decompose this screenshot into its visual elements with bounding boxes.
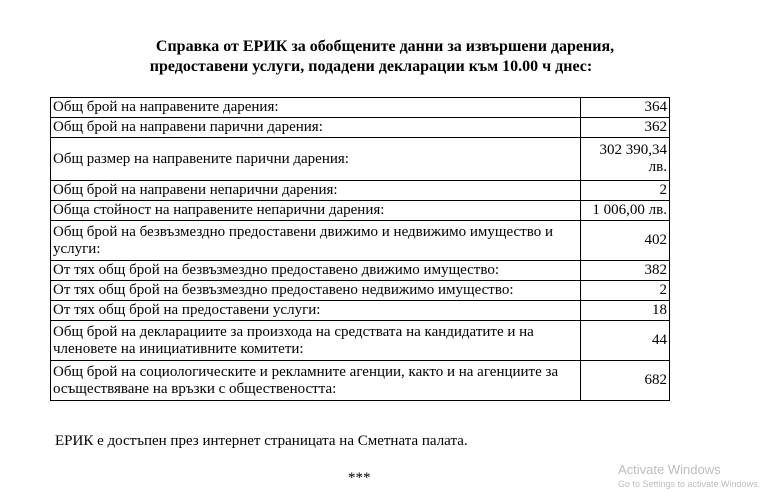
table-row xyxy=(51,301,670,321)
table-row xyxy=(51,221,670,261)
row-value: 1 006,00 лв. xyxy=(581,201,670,221)
row-value: 2 xyxy=(581,181,670,201)
row-value: 2 xyxy=(581,281,670,301)
table-row xyxy=(51,361,670,401)
row-value: 682 xyxy=(581,361,670,401)
table-row xyxy=(51,261,670,281)
summary-table xyxy=(50,97,670,401)
row-value: 44 xyxy=(581,321,670,361)
row-label: Общ размер на направените парични дарения: xyxy=(51,138,581,181)
footer-note: ЕРИК е достъпен през интернет страницата на Сметната палата. xyxy=(55,433,468,449)
row-label: Общ брой на направените дарения: xyxy=(51,98,581,118)
row-label: Общ брой на социологическите и рекламните агенции, както и на агенциите за осъществяване на връзки с обществеността: xyxy=(51,361,581,401)
row-value: 364 xyxy=(581,98,670,118)
table-row xyxy=(51,201,670,221)
document-title xyxy=(0,37,768,77)
row-value: 402 xyxy=(581,221,670,261)
row-label: От тях общ брой на безвъзмездно предоставено движимо имущество: xyxy=(51,261,581,281)
watermark-subtitle: Go to Settings to activate Windows. xyxy=(618,479,761,489)
row-value: 362 xyxy=(581,118,670,138)
row-label: Общ брой на безвъзмездно предоставени движимо и недвижимо имущество и услуги: xyxy=(51,221,581,261)
row-label: Общ брой на направени парични дарения: xyxy=(51,118,581,138)
title-line-1: Справка от ЕРИК за обобщените данни за извършени дарения, xyxy=(155,38,615,55)
watermark-title: Activate Windows xyxy=(618,462,721,477)
row-value: 302 390,34 лв. xyxy=(581,138,670,181)
row-value: 382 xyxy=(581,261,670,281)
row-label: От тях общ брой на предоставени услуги: xyxy=(51,301,581,321)
table-row xyxy=(51,281,670,301)
row-label: Общ брой на декларациите за произхода на средствата на кандидатите и на членовете на инициативните комитети: xyxy=(51,321,581,361)
table-row xyxy=(51,181,670,201)
table-row xyxy=(51,98,670,118)
separator-stars: *** xyxy=(348,470,371,486)
row-label: Общ брой на направени непарични дарения: xyxy=(51,181,581,201)
table-row xyxy=(51,118,670,138)
row-label: От тях общ брой на безвъзмездно предоставено недвижимо имущество: xyxy=(51,281,581,301)
title-line-2: предоставени услуги, подадени декларации към 10.00 ч днес: xyxy=(149,58,593,75)
table-row xyxy=(51,138,670,181)
activation-watermark xyxy=(618,462,760,491)
table-row xyxy=(51,321,670,361)
row-label: Обща стойност на направените непарични дарения: xyxy=(51,201,581,221)
row-value: 18 xyxy=(581,301,670,321)
